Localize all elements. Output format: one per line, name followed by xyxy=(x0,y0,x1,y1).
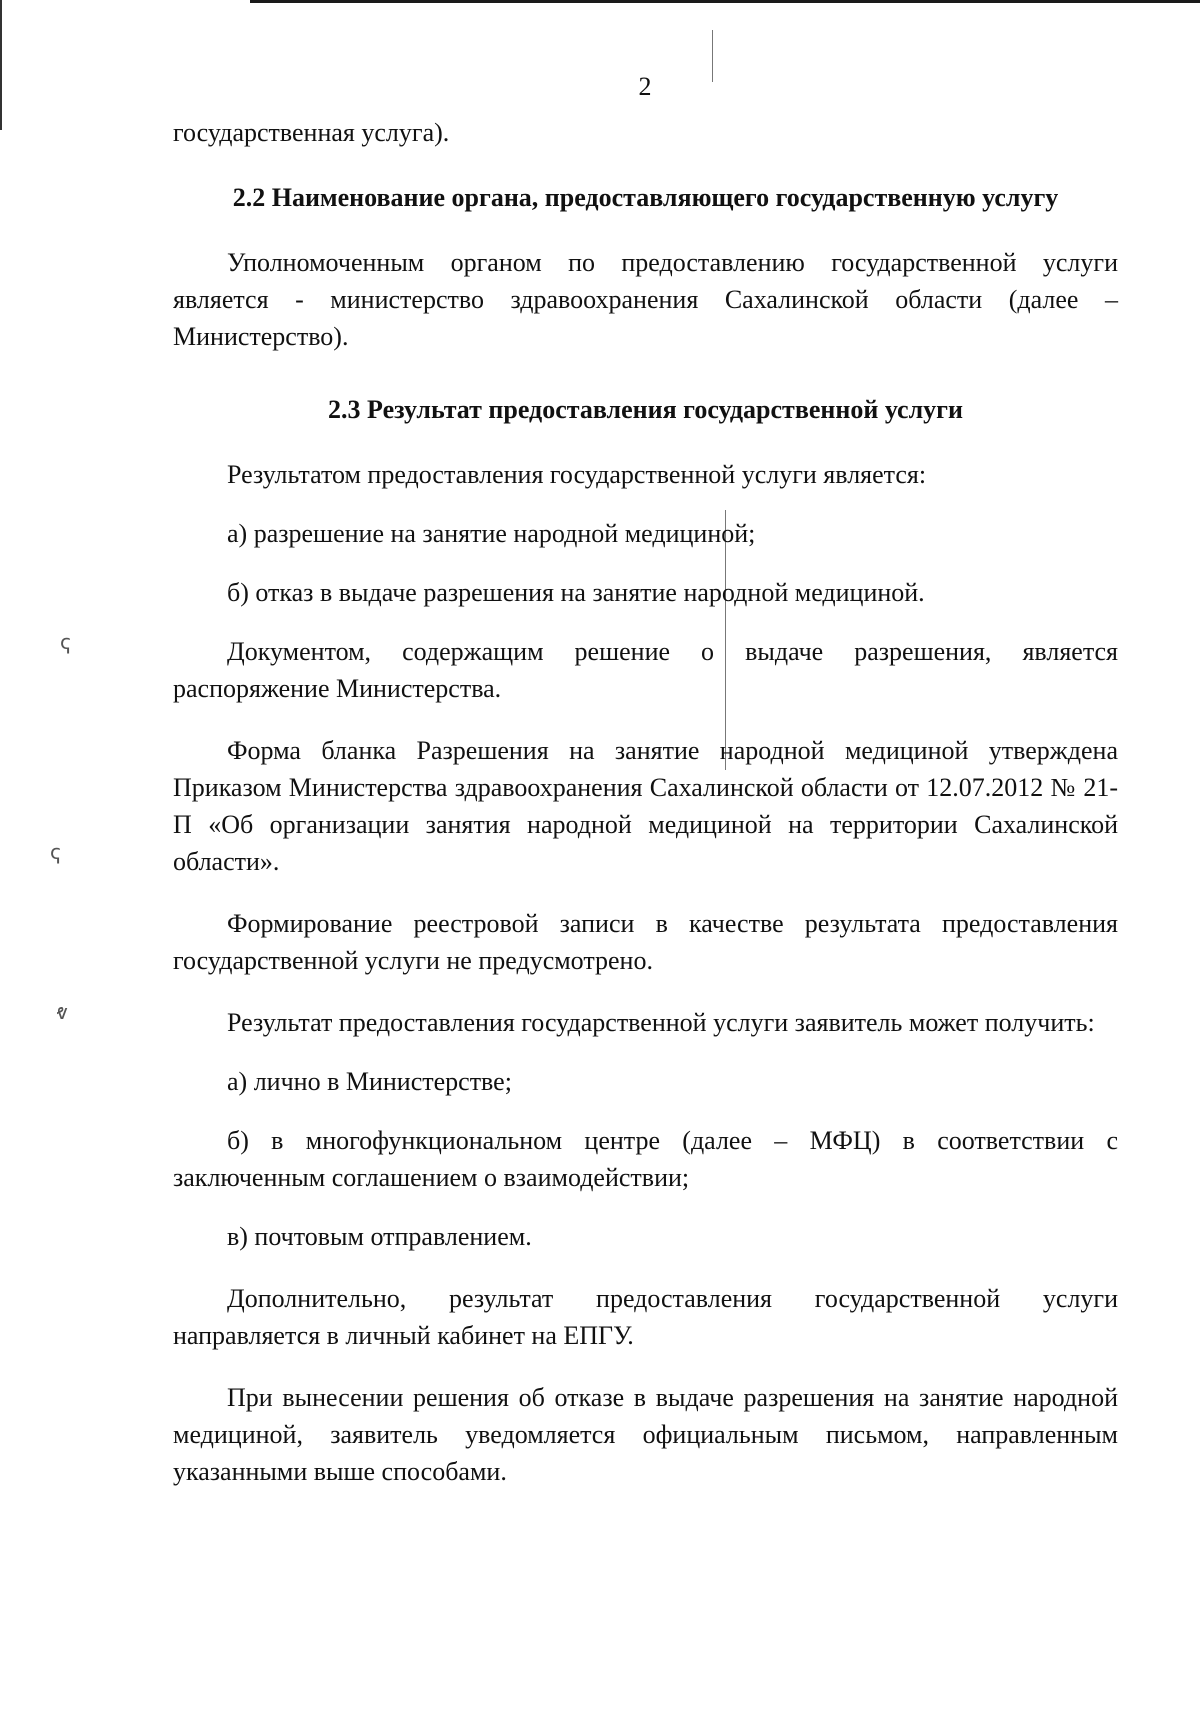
section-heading-2-2: 2.2 Наименование органа, предоставляющего государственную услугу xyxy=(232,183,1059,212)
scan-speck: ҁ xyxy=(50,840,61,864)
paragraph: Результатом предоставления государственной услуги является: xyxy=(227,460,927,489)
paragraph: Форма бланка Разрешения на занятие народной медициной утверждена Приказом Министерства здравоохранения Сахалинской области от 12.07.2012 № 21-П «Об организации занятия народной медициной на территории Сахалинской области». xyxy=(173,736,1118,876)
scan-speck: ҁ xyxy=(60,630,71,654)
paragraph: Результат предоставления государственной услуги заявитель может получить: xyxy=(227,1008,1095,1037)
scan-speck: ⱴ xyxy=(56,1000,68,1024)
paragraph: Документом, содержащим решение о выдаче разрешения, является распоряжение Министерства. xyxy=(173,637,1118,703)
list-item: б) в многофункциональном центре (далее – МФЦ) в соответствии с заключенным соглашением о взаимодействии; xyxy=(173,1126,1118,1192)
scan-mark xyxy=(712,30,713,82)
document-body xyxy=(173,114,1118,1490)
paragraph: государственная услуга). xyxy=(173,118,450,147)
page-number: 2 xyxy=(638,72,652,101)
scan-edge-top xyxy=(250,0,1200,3)
paragraph: Формирование реестровой записи в качестве результата предоставления государственной услуги не предусмотрено. xyxy=(173,909,1118,975)
list-item: а) разрешение на занятие народной медициной; xyxy=(227,519,756,548)
list-item: а) лично в Министерстве; xyxy=(227,1067,512,1096)
list-item: б) отказ в выдаче разрешения на занятие народной медициной. xyxy=(227,578,925,607)
paragraph: Уполномоченным органом по предоставлению государственной услуги является - министерство здравоохранения Сахалинской области (далее – Министерство). xyxy=(173,248,1118,351)
section-heading-2-3: 2.3 Результат предоставления государственной услуги xyxy=(328,395,963,424)
paragraph: При вынесении решения об отказе в выдаче разрешения на занятие народной медициной, заявитель уведомляется официальным письмом, направленным указанными выше способами. xyxy=(173,1383,1118,1486)
list-item: в) почтовым отправлением. xyxy=(227,1222,532,1251)
paragraph: Дополнительно, результат предоставления государственной услуги направляется в личный кабинет на ЕПГУ. xyxy=(173,1284,1118,1350)
scan-edge-left xyxy=(0,0,2,130)
